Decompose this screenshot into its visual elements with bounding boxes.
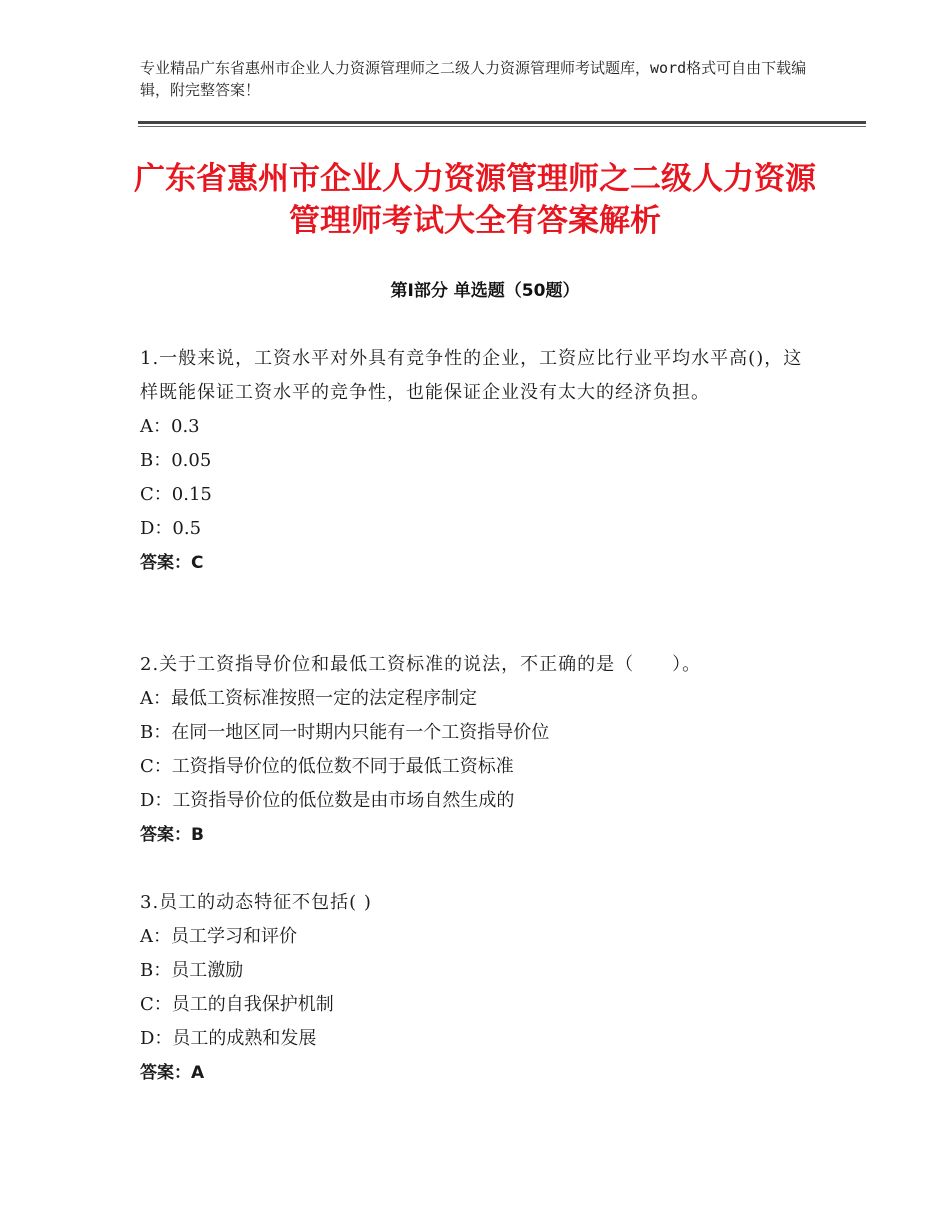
answer: 答案：B xyxy=(140,825,204,845)
question-1 xyxy=(140,342,820,580)
option-a: A：0.3 xyxy=(140,416,200,437)
option-c: C：0.15 xyxy=(140,484,212,505)
option-b: B：员工激励 xyxy=(140,960,244,981)
question-2 xyxy=(140,648,820,852)
question-stem: 2.关于工资指导价位和最低工资标准的说法，不正确的是（ ）。 xyxy=(140,654,702,675)
header-note: 专业精品广东省惠州市企业人力资源管理师之二级人力资源管理师考试题库，word格式可自由下载编辑，附完整答案！ xyxy=(140,59,807,99)
answer: 答案：A xyxy=(140,1063,205,1083)
option-a: A：最低工资标准按照一定的法定程序制定 xyxy=(140,688,477,709)
option-b: B：0.05 xyxy=(140,450,212,471)
option-d: D：员工的成熟和发展 xyxy=(140,1028,317,1049)
answer: 答案：C xyxy=(140,553,204,573)
option-d: D：0.5 xyxy=(140,518,202,539)
option-c: C：员工的自我保护机制 xyxy=(140,994,334,1015)
document-title: 广东省惠州市企业人力资源管理师之二级人力资源管理师考试大全有答案解析 xyxy=(134,161,816,239)
option-a: A：员工学习和评价 xyxy=(140,926,297,947)
option-c: C：工资指导价位的低位数不同于最低工资标准 xyxy=(140,756,514,777)
option-d: D：工资指导价位的低位数是由市场自然生成的 xyxy=(140,790,515,811)
header-divider-thick xyxy=(138,121,866,124)
question-stem: 3.员工的动态特征不包括( ) xyxy=(140,892,372,913)
question-3 xyxy=(140,886,820,1090)
question-stem: 1.一般来说，工资水平对外具有竞争性的企业，工资应比行业平均水平高()，这样既能保证工资水平的竞争性，也能保证企业没有太大的经济负担。 xyxy=(140,348,803,403)
header-divider-thin xyxy=(138,126,866,127)
option-b: B：在同一地区同一时期内只能有一个工资指导价位 xyxy=(140,722,550,743)
section-heading: 第Ⅰ部分 单选题（50题） xyxy=(390,281,580,301)
